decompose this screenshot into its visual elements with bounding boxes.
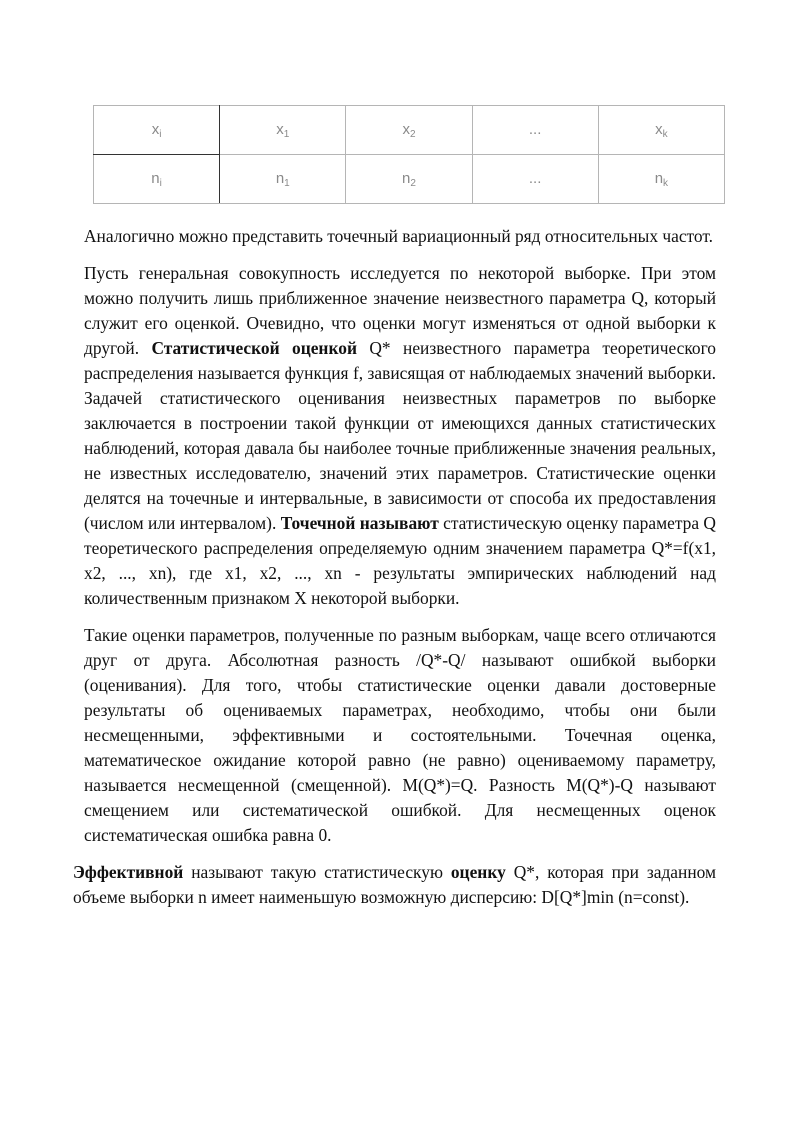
paragraph-relative-frequencies: Аналогично можно представить точечный вариационный ряд относительных частот. <box>84 226 714 246</box>
table-cell: $n_1$ <box>220 155 346 204</box>
table-cell: $x_1$ <box>220 106 346 155</box>
term-point-estimate: Точечной называют <box>280 513 439 533</box>
table-cell: $n_i$ <box>94 155 220 204</box>
table-cell: $x_k$ <box>598 106 724 155</box>
paragraph-statistical-estimate: Пусть генеральная совокупность исследуется по некоторой выборке. При этом можно получить лишь приближенное значение неизвестного параметра Q, который служит его оценкой. Очевидно, что оценки могут изменяться от одной выборки к другой. Статистической оценкой Q* неизвестного параметра теоретического распределения называется функция f, зависящая от наблюдаемых значений выборки. Задачей статистического оценивания неизвестных параметров по выборке заключается в построении такой функции от имеющихся данных статистических наблюдений, которая давала бы наиболее точные приближенные значения реальных, не известных исследователю, значений этих параметров. Статистические оценки делятся на точечные и интервальные, в зависимости от способа их предоставления (числом или интервалом). Точечной называют статистическую оценку параметра Q теоретического распределения определяемую одним значением параметра Q*=f(x1, x2, ..., xn), где x1, x2, ..., xn - результаты эмпирических наблюдений над количественным признаком X некоторой выборки. <box>84 263 716 608</box>
table-cell: ... <box>472 106 598 155</box>
table-cell: ... <box>472 155 598 204</box>
table-cell: $x_i$ <box>94 106 220 155</box>
table-cell: $n_k$ <box>598 155 724 204</box>
term-efficient: Эффективной <box>73 862 184 882</box>
term-estimate: оценку <box>450 862 506 882</box>
table-cell: $x_2$ <box>346 106 472 155</box>
body-text <box>73 224 717 922</box>
variation-series-table <box>93 105 725 204</box>
table-row-n <box>94 155 725 204</box>
table-cell: $n_2$ <box>346 155 472 204</box>
paragraph-unbiased-estimate: Такие оценки параметров, полученные по разным выборкам, чаще всего отличаются друг от друга. Абсолютная разность /Q*-Q/ называют ошибкой выборки (оценивания). Для того, чтобы статистические оценки давали достоверные результаты об оцениваемых параметрах, необходимо, чтобы они были несмещенными, эффективными и состоятельными. Точечная оценка, математическое ожидание которой равно (не равно) оцениваемому параметру, называется несмещенной (смещенной). M(Q*)=Q. Разность M(Q*)-Q называют смещением или систематической ошибкой. Для несмещенных оценок систематическая ошибка равна 0. <box>84 625 716 845</box>
table-row-x <box>94 106 725 155</box>
paragraph-efficient-estimate: Эффективной называют такую статистическую оценку Q*, которая при заданном объеме выборки n имеет наименьшую возможную дисперсию: D[Q*]min (n=const). <box>73 862 717 907</box>
term-statistical-estimate: Статистической оценкой <box>151 338 357 358</box>
